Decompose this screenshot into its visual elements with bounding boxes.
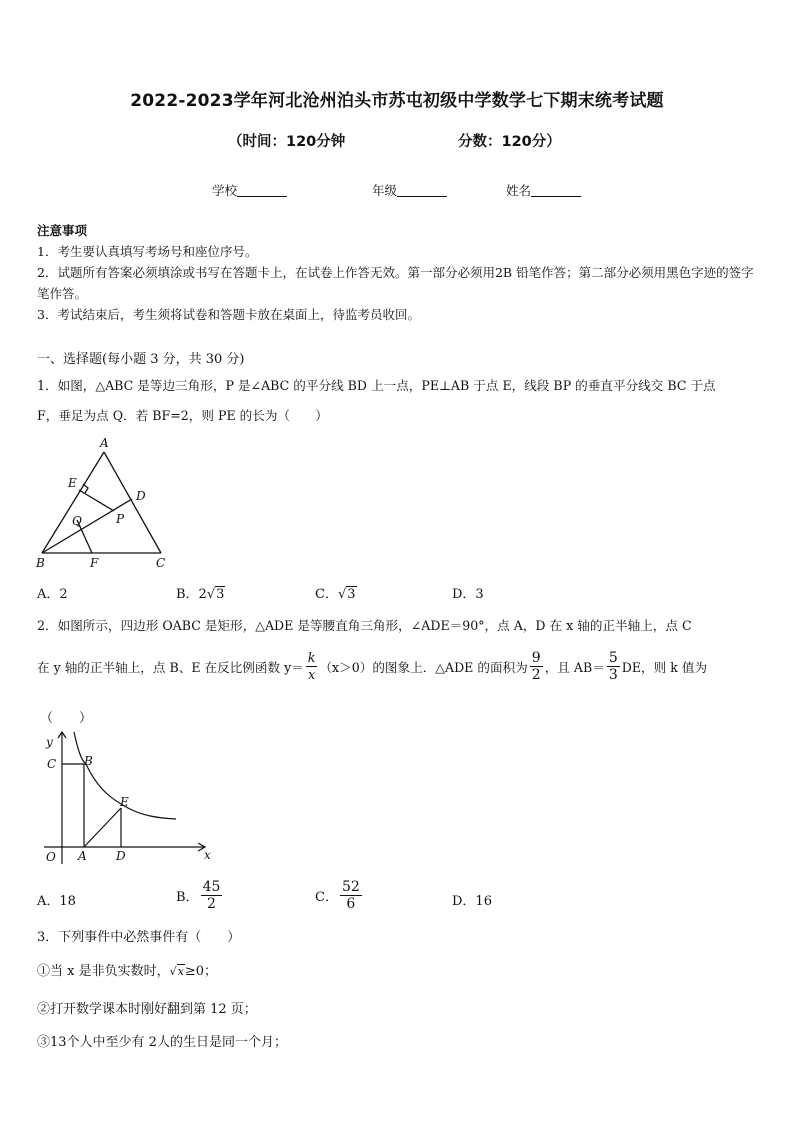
q2-option-d[interactable]: D．16 (452, 894, 492, 909)
label-c: C (156, 556, 166, 570)
label-b: B (84, 754, 93, 768)
q2-option-b[interactable] (176, 879, 224, 912)
exam-score: 分数：120分） (458, 134, 561, 150)
q3-stem: 3．下列事件中必然事件有（ ） (37, 930, 241, 945)
q2-fraction-area: $\frac{9}{2}$ (531, 650, 541, 683)
segment-pe (79, 490, 114, 511)
page-title: 2022-2023学年河北沧州泊头市苏屯初级中学数学七下期末统考试题 (130, 91, 664, 111)
name-field (506, 181, 581, 199)
q2-fraction-k-over-x: $\frac{k}{x}$ (307, 650, 316, 682)
q1-option-d[interactable]: D．3 (452, 587, 484, 602)
q2-stem-part-a: 在 y 轴的正半轴上，点 B、E 在反比例函数 y＝ (37, 660, 304, 675)
q2-option-b-prefix: B． (176, 890, 199, 905)
segment-ae (84, 808, 121, 847)
label-a: A (100, 436, 109, 450)
q1-option-a[interactable]: A．2 (37, 587, 68, 602)
notice-heading: 注意事项 (37, 223, 88, 238)
label-p: P (116, 512, 125, 526)
q1-figure (30, 432, 175, 572)
q3-item-1-text: ①当 x 是非负实数时， (37, 964, 170, 979)
name-blank (531, 184, 581, 197)
side-ab (42, 452, 104, 553)
exam-time: （时间：120分钟 (228, 134, 346, 150)
q3-item-2: ②打开数学课本时刚好翻到第 12 页； (37, 1002, 257, 1017)
q2-stem-part-c: ，且 AB＝ (544, 660, 605, 675)
q3-item-1: ①当 x 是非负实数时，√x≥0； (37, 964, 218, 979)
label-f: F (90, 556, 99, 570)
right-angle-mark (83, 484, 88, 493)
q1-option-c[interactable]: C．√3 (315, 587, 356, 602)
q2-figure (38, 730, 218, 868)
rectangle-oabc (62, 764, 84, 847)
q3-item-3: ③13个人中至少有 2人的生日是同一个月； (37, 1035, 287, 1050)
q1-option-b-prefix: B．2 (176, 587, 207, 602)
label-e: E (120, 795, 129, 809)
label-b: B (36, 556, 45, 570)
q2-stem-line3: （ ） (40, 711, 93, 726)
label-a: A (78, 849, 87, 863)
label-x: x (204, 848, 211, 862)
q1-option-c-prefix: C． (315, 587, 338, 602)
notice-item: 2．试题所有答案必须填涂或书写在答题卡上，在试卷上作答无效。第一部分必须用2B 铅笔作答；第二部分必须用黑色字迹的签字笔作答。 (37, 265, 754, 301)
notice-block (37, 220, 762, 325)
label-q: Q (72, 514, 82, 528)
school-blank (237, 184, 287, 197)
segment-bd (42, 499, 132, 553)
school-label: 学校 (212, 183, 238, 198)
q1-option-c-radicand: 3 (347, 587, 356, 602)
q1-stem-line2: F，垂足为点 Q．若 BF=2，则 PE 的长为（ ） (37, 408, 328, 423)
side-ac (104, 452, 161, 553)
notice-item: 1．考生要认真填写考场号和座位序号。 (37, 244, 258, 259)
notice-item: 3．考试结束后，考生须将试卷和答题卡放在桌面上，待监考员收回。 (37, 307, 420, 322)
q2-option-b-fraction: $\frac{45}{2}$ (202, 879, 221, 912)
q3-item-1-radicand: x (177, 965, 184, 978)
q1-stem-line1: 1．如图，△ABC 是等边三角形，P 是∠ABC 的平分线 BD 上一点，PE⊥AB 于点 E，线段 BP 的垂直平分线交 BC 于点 (37, 378, 716, 393)
q2-stem-line1: 2．如图所示，四边形 OABC 是矩形，△ADE 是等腰直角三角形，∠ADE＝90°，点 A，D 在 x 轴的正半轴上，点 C (37, 618, 692, 633)
q2-option-c[interactable] (315, 879, 364, 912)
q2-option-c-fraction: $\frac{52}{6}$ (341, 879, 360, 912)
grade-blank (397, 184, 447, 197)
q2-stem-part-b: （x＞0）的图象上．△ADE 的面积为 (319, 660, 528, 675)
grade-label: 年级 (372, 183, 398, 198)
label-c: C (47, 757, 57, 771)
label-o: O (46, 850, 56, 864)
section-heading: 一、选择题(每小题 3 分，共 30 分) (37, 352, 245, 367)
label-d: D (116, 849, 126, 863)
q1-option-b-radicand: 3 (216, 587, 225, 602)
q1-option-b[interactable]: B．2√3 (176, 587, 225, 602)
q3-item-1-tail: ≥0； (184, 964, 218, 979)
label-y: y (46, 735, 53, 749)
label-e: E (68, 476, 77, 490)
school-field (212, 181, 287, 199)
q2-option-a[interactable]: A．18 (37, 894, 76, 909)
q2-stem-part-d: DE，则 k 值为 (621, 660, 708, 675)
q2-option-c-prefix: C． (315, 890, 338, 905)
q2-stem-line2 (37, 650, 707, 683)
label-d: D (136, 489, 146, 503)
name-label: 姓名 (506, 183, 532, 198)
grade-field (372, 181, 447, 199)
q2-fraction-ab: $\frac{5}{3}$ (608, 650, 618, 683)
